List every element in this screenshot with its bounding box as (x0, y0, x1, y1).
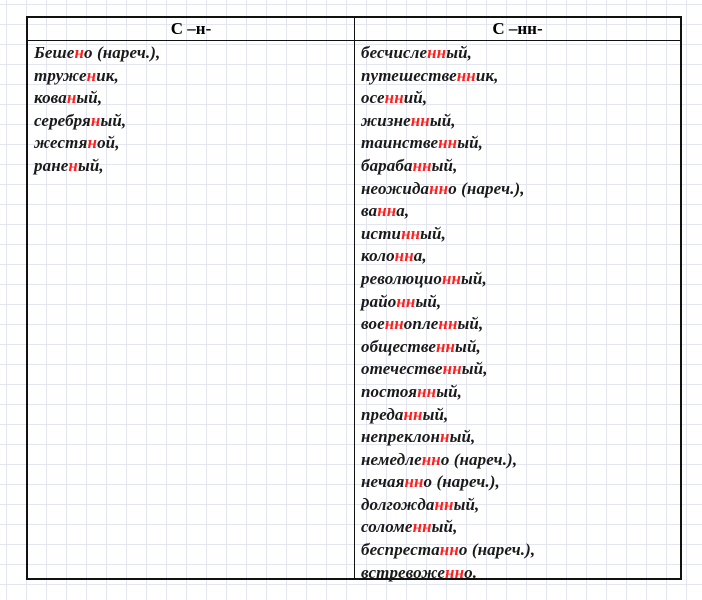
highlighted-suffix: нн (396, 291, 416, 311)
word-stem: долгожда (361, 494, 435, 514)
word-entry (361, 539, 535, 562)
word-entry (34, 155, 160, 178)
highlighted-suffix: н (440, 427, 450, 447)
word-entry (34, 110, 160, 133)
word-entry (361, 178, 535, 201)
word-ending: о (нареч.), (458, 540, 536, 560)
word-ending: опле (403, 314, 439, 334)
word-ending: ый, (449, 427, 476, 447)
header-single-n: С –н- (170, 19, 212, 38)
word-entry (361, 562, 535, 585)
word-entry (361, 358, 535, 381)
highlighted-suffix: н (87, 133, 98, 153)
word-entry (361, 494, 535, 517)
highlighted-suffix: нн (441, 268, 462, 288)
word-stem: отечестве (361, 359, 443, 379)
word-ending: ый, (446, 43, 473, 62)
word-ending: ый, (457, 133, 484, 153)
word-ending: ый, (76, 88, 103, 108)
word-stem: коло (361, 246, 395, 266)
word-stem: серебря (34, 110, 91, 130)
word-ending: а, (413, 246, 427, 266)
word-ending: а, (396, 201, 410, 221)
word-entry (361, 268, 535, 291)
word-entry (361, 471, 535, 494)
word-stem: путешестве (361, 65, 457, 85)
highlighted-suffix: нн (439, 540, 459, 560)
word-entry (361, 336, 535, 359)
word-entry (361, 110, 535, 133)
word-ending: ик, (475, 65, 499, 85)
single-n-word-list (34, 42, 160, 178)
word-ending: о (нареч.), (440, 449, 518, 469)
word-entry (361, 245, 535, 268)
word-stem: жестя (34, 133, 88, 153)
word-entry (361, 426, 535, 449)
highlighted-suffix: нн (435, 336, 456, 356)
word-ending: ый, (420, 223, 446, 243)
word-entry (361, 155, 535, 178)
word-entry (361, 42, 535, 65)
highlighted-suffix: нн (417, 381, 437, 401)
word-entry (361, 132, 535, 155)
word-stem: таинстве (361, 133, 439, 153)
word-stem: обществе (361, 336, 436, 356)
word-ending: ый, (431, 155, 458, 175)
word-stem: вое (361, 314, 385, 334)
word-stem: преда (361, 404, 404, 424)
highlighted-suffix: нн (421, 449, 441, 469)
word-ending: о (нареч.), (448, 178, 525, 198)
highlighted-suffix: нн (404, 472, 424, 492)
word-stem: постоя (361, 381, 418, 401)
word-entry (361, 65, 535, 88)
highlighted-suffix: нн (377, 201, 397, 221)
highlighted-suffix: н (66, 88, 77, 108)
word-entry (361, 87, 535, 110)
word-stem: Беше (34, 43, 75, 62)
word-entry (34, 87, 160, 110)
word-entry (361, 449, 535, 472)
word-ending: ый, (461, 359, 488, 379)
word-ending: ый, (431, 517, 458, 537)
word-ending: о. (464, 562, 478, 582)
word-stem: райо (361, 291, 397, 311)
word-entry (361, 291, 535, 314)
word-stem: жизне (361, 110, 411, 130)
word-ending: ый, (457, 314, 484, 334)
word-stem: бесчисле (361, 43, 428, 62)
word-entry (361, 381, 535, 404)
word-stem: немедле (361, 449, 422, 469)
word-stem: неожида (361, 178, 430, 198)
word-entry (34, 42, 160, 65)
highlighted-suffix: нн (401, 223, 421, 243)
highlighted-suffix: н (74, 43, 84, 62)
word-entry (361, 223, 535, 246)
highlighted-suffix: н (68, 155, 78, 175)
word-entry (361, 200, 535, 223)
word-ending: ый, (461, 268, 487, 288)
header-double-n: С –нн- (492, 19, 543, 38)
word-ending: ый, (429, 110, 456, 130)
highlighted-suffix: нн (438, 314, 458, 334)
word-stem: ва (361, 201, 378, 221)
word-entry (34, 132, 160, 155)
word-ending: ый, (100, 110, 127, 130)
word-stem: нечая (361, 472, 405, 492)
column-divider (354, 18, 355, 578)
word-entry (361, 313, 535, 336)
highlighted-suffix: нн (412, 517, 432, 537)
word-stem: непреклон (361, 427, 441, 447)
highlighted-suffix: н (90, 110, 101, 130)
highlighted-suffix: нн (412, 155, 432, 175)
highlighted-suffix: нн (384, 314, 404, 334)
word-stem: труже (34, 65, 87, 85)
word-entry (361, 404, 535, 427)
highlighted-suffix: нн (394, 246, 414, 266)
word-ending: ый, (422, 404, 449, 424)
word-stem: осе (361, 88, 385, 108)
word-ending: ий, (403, 88, 428, 108)
word-stem: кова (34, 88, 67, 108)
word-ending: о (нареч.), (423, 472, 500, 492)
word-ending: ый, (453, 494, 480, 514)
word-stem: соломе (361, 517, 413, 537)
highlighted-suffix: нн (456, 65, 476, 85)
word-stem: исти (361, 223, 402, 243)
highlighted-suffix: нн (438, 133, 458, 153)
word-stem: революцио (361, 268, 442, 288)
word-ending: ый, (455, 336, 481, 356)
word-ending: ый, (415, 291, 442, 311)
highlighted-suffix: нн (434, 494, 454, 514)
word-entry (34, 65, 160, 88)
highlighted-suffix: нн (442, 359, 462, 379)
word-stem: встревоже (361, 562, 446, 582)
highlighted-suffix: нн (427, 43, 447, 62)
word-stem: ране (34, 155, 69, 175)
word-ending: о (нареч.), (84, 43, 161, 62)
highlighted-suffix: нн (410, 110, 430, 130)
word-stem: беспреста (361, 540, 440, 560)
highlighted-suffix: нн (445, 562, 465, 582)
highlighted-suffix: нн (384, 88, 404, 108)
word-ending: ый, (77, 155, 104, 175)
rules-table (26, 16, 682, 580)
word-ending: ой, (97, 133, 120, 153)
word-ending: ый, (436, 381, 463, 401)
double-n-word-list (361, 42, 535, 584)
word-ending: ик, (96, 65, 119, 85)
word-stem: бараба (361, 155, 413, 175)
highlighted-suffix: нн (429, 178, 449, 198)
highlighted-suffix: нн (403, 404, 423, 424)
word-entry (361, 516, 535, 539)
highlighted-suffix: н (86, 65, 97, 85)
